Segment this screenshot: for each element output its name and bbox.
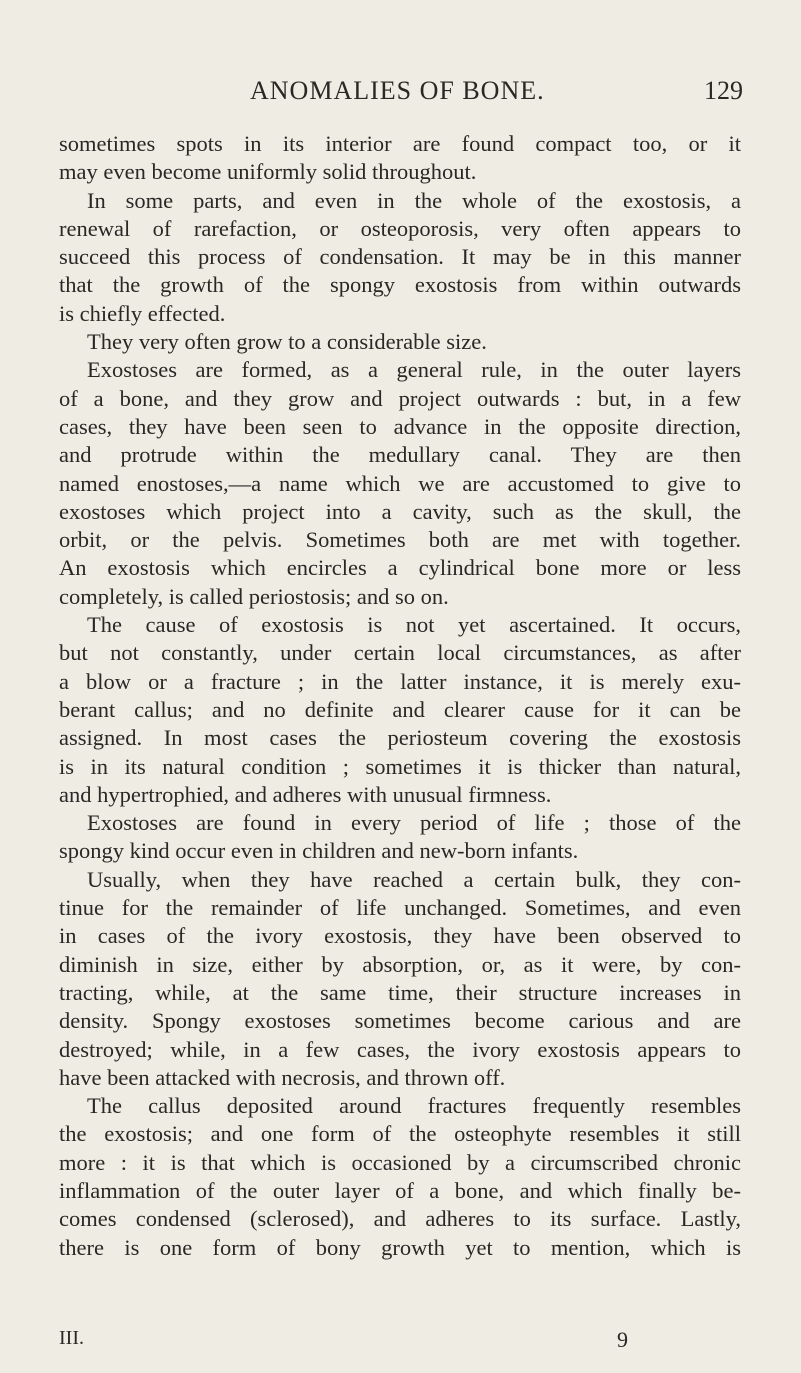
text-line: more : it is that which is occasioned by a circumscribed chronic [59, 1149, 741, 1175]
text-line: assigned. In most cases the periosteum covering the exostosis [59, 725, 741, 751]
page-header [0, 76, 801, 112]
text-line: and protrude within the medullary canal. They are then [59, 442, 741, 468]
text-line: The cause of exostosis is not yet ascertained. It occurs, [87, 612, 741, 638]
text-line: is in its natural condition ; sometimes it is thicker than natural, [59, 753, 741, 779]
text-line: have been attacked with necrosis, and thrown off. [59, 1064, 506, 1090]
page-footer [59, 1327, 741, 1357]
text-line: Exostoses are formed, as a general rule, in the outer layers [87, 357, 741, 383]
body-text [59, 130, 741, 1262]
text-line: in cases of the ivory exostosis, they have been observed to [59, 923, 741, 949]
text-line: renewal of rarefaction, or osteoporosis, very often appears to [59, 215, 741, 241]
text-line: sometimes spots in its interior are found compact too, or it [59, 131, 741, 156]
text-line: An exostosis which encircles a cylindrical bone more or less [59, 555, 741, 581]
text-line: cases, they have been seen to advance in the opposite direction, [59, 413, 741, 439]
page-number: 129 [704, 76, 743, 105]
text-line: exostoses which project into a cavity, such as the skull, the [59, 498, 741, 524]
text-line: spongy kind occur even in children and new-born infants. [59, 838, 579, 864]
signature-mark: III. [59, 1327, 84, 1349]
text-line: completely, is called periostosis; and so on. [59, 583, 449, 609]
text-line: named enostoses,—a name which we are accustomed to give to [59, 470, 741, 496]
text-line: Exostoses are found in every period of life ; those of the [87, 810, 741, 836]
text-line: the exostosis; and one form of the osteophyte resembles it still [59, 1121, 741, 1147]
text-line: orbit, or the pelvis. Sometimes both are met with together. [59, 527, 741, 553]
text-line: comes condensed (sclerosed), and adheres to its surface. Lastly, [59, 1206, 741, 1232]
text-line: may even become uniformly solid throughout. [59, 159, 477, 185]
text-line: inflammation of the outer layer of a bone, and which finally be- [59, 1177, 741, 1203]
sheet-number: 9 [617, 1327, 628, 1352]
text-line: there is one form of bony growth yet to mention, which is [59, 1234, 741, 1260]
running-title: ANOMALIES OF BONE. [250, 76, 545, 105]
text-line: and hypertrophied, and adheres with unusual firmness. [59, 781, 552, 807]
text-line: diminish in size, either by absorption, or, as it were, by con- [59, 951, 741, 977]
text-line: succeed this process of condensation. It may be in this manner [59, 244, 741, 270]
text-line: The callus deposited around fractures frequently resembles [87, 1093, 741, 1119]
text-line: destroyed; while, in a few cases, the ivory exostosis appears to [59, 1036, 741, 1062]
text-line: that the growth of the spongy exostosis from within outwards [59, 272, 741, 298]
text-line: tracting, while, at the same time, their structure increases in [59, 979, 741, 1005]
text-line: Usually, when they have reached a certain bulk, they con- [87, 866, 741, 892]
text-line: is chiefly effected. [59, 300, 226, 326]
text-line: tinue for the remainder of life unchanged. Sometimes, and even [59, 895, 741, 921]
text-line: berant callus; and no definite and clearer cause for it can be [59, 696, 741, 722]
text-line: In some parts, and even in the whole of the exostosis, a [87, 187, 741, 213]
text-line: density. Spongy exostoses sometimes become carious and are [59, 1008, 741, 1034]
text-line: They very often grow to a considerable size. [87, 329, 487, 355]
text-line: but not constantly, under certain local circumstances, as after [59, 640, 741, 666]
text-line: a blow or a fracture ; in the latter instance, it is merely exu- [59, 668, 741, 694]
text-line: of a bone, and they grow and project outwards : but, in a few [59, 385, 741, 411]
